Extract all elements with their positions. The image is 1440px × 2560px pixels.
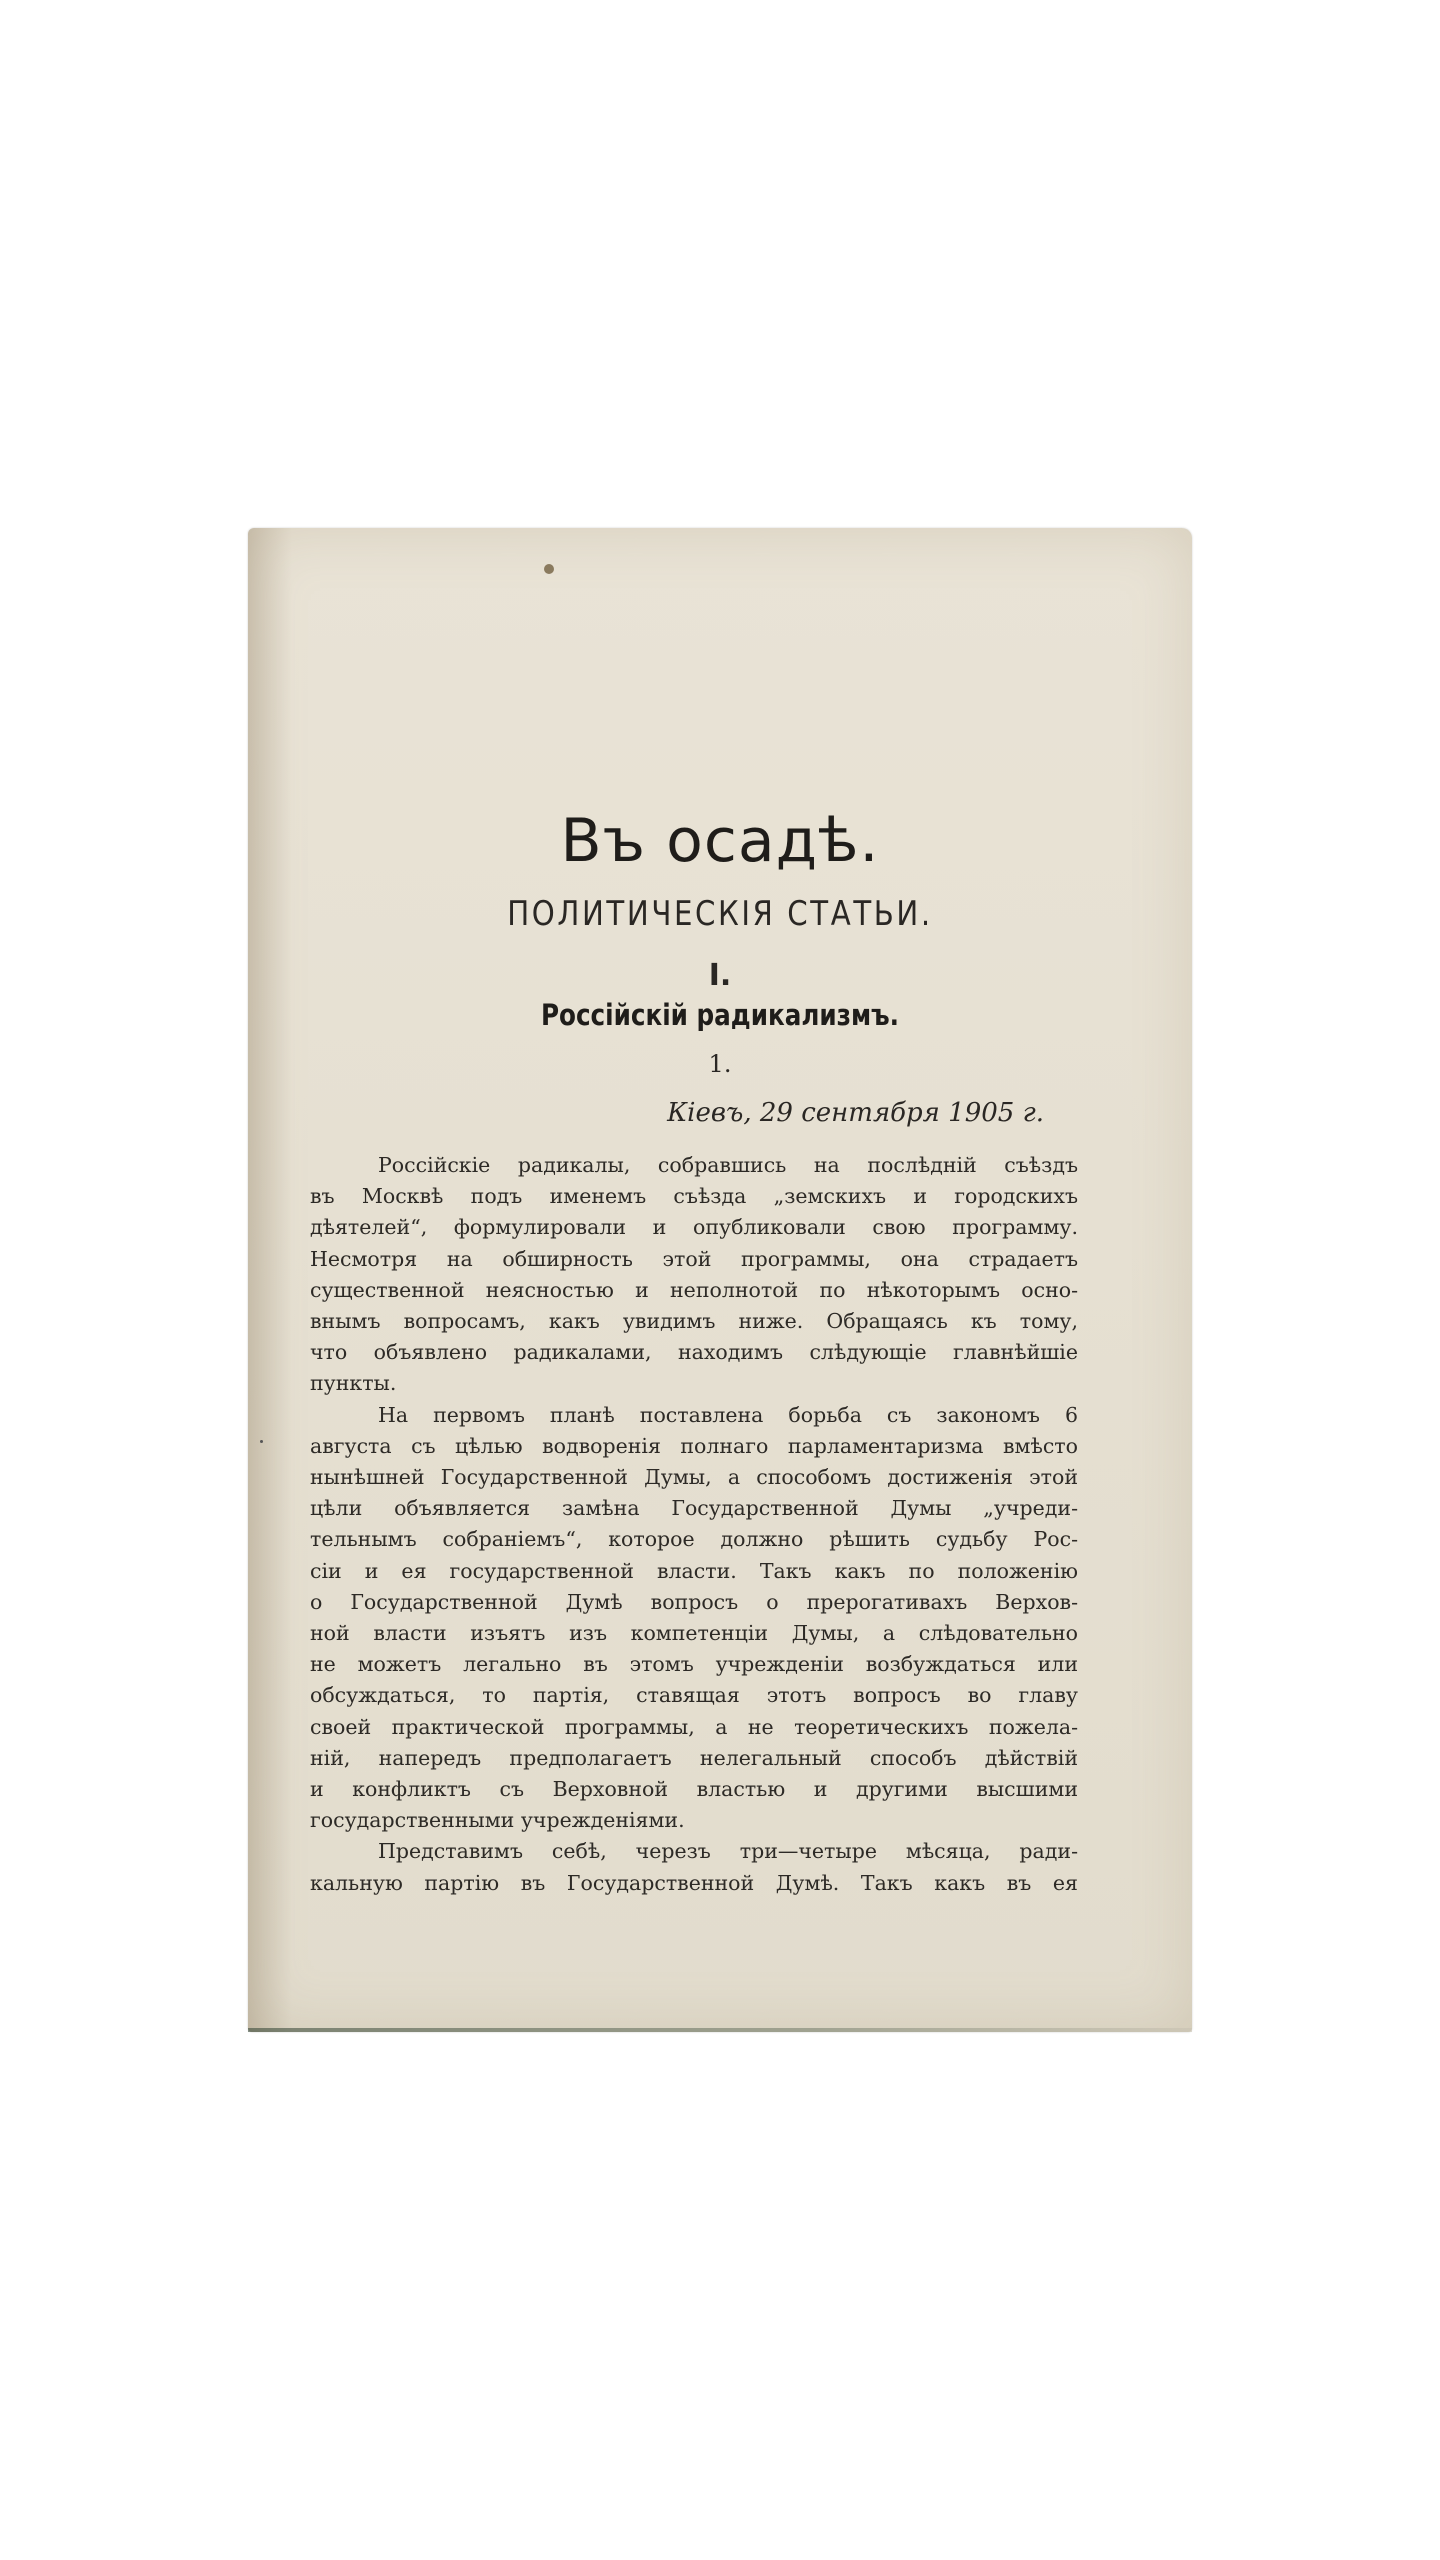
- text-line: тельнымъ собраніемъ“, которое должно рѣшить судьбу Рос-: [310, 1527, 1078, 1552]
- page-bottom-edge: [248, 2028, 1192, 2032]
- text-line: цѣли объявляется замѣна Государственной Думы „учреди-: [310, 1496, 1078, 1521]
- page-spine-shadow: [248, 528, 292, 2032]
- text-line: и конфликтъ съ Верховной властью и другими высшими: [310, 1777, 1078, 1802]
- text-line: ной власти изъятъ изъ компетенціи Думы, а слѣдовательно: [310, 1621, 1078, 1646]
- text-line: внымъ вопросамъ, какъ увидимъ ниже. Обращаясь къ тому,: [310, 1309, 1078, 1334]
- text-line: государственными учрежденіями.: [310, 1808, 685, 1833]
- document-subtitle: ПОЛИТИЧЕСКІЯ СТАТЬИ.: [507, 894, 933, 934]
- text-line: На первомъ планѣ поставлена борьба съ закономъ 6: [378, 1402, 1078, 1427]
- paragraph-3: [310, 1836, 1078, 1898]
- book-page: [248, 528, 1192, 2032]
- text-line: обсуждаться, то партія, ставящая этотъ вопросъ во главу: [310, 1683, 1078, 1708]
- text-line: въ Москвѣ подъ именемъ съѣзда „земскихъ и городскихъ: [310, 1184, 1078, 1209]
- text-line: о Государственной Думѣ вопросъ о прерогативахъ Верхов-: [310, 1589, 1078, 1614]
- text-line: Представимъ себѣ, черезъ три—четыре мѣсяца, ради-: [378, 1839, 1078, 1864]
- text-line: существенной неясностью и неполнотой по нѣкоторымъ осно-: [310, 1277, 1078, 1302]
- text-line: не можетъ легально въ этомъ учрежденіи возбуждаться или: [310, 1652, 1078, 1677]
- text-line: дѣятелей“, формулировали и опубликовали свою программу.: [310, 1215, 1078, 1240]
- body-text: [310, 1150, 1078, 1899]
- paragraph-2: [310, 1400, 1078, 1837]
- text-line: что объявлено радикалами, находимъ слѣдующіе главнѣйшіе: [310, 1340, 1078, 1365]
- text-line: Несмотря на обширность этой программы, она страдаетъ: [310, 1246, 1078, 1271]
- text-line: августа съ цѣлью водворенія полнаго парламентаризма вмѣсто: [310, 1433, 1078, 1458]
- dateline: Кіевъ, 29 сентября 1905 г.: [667, 1098, 1044, 1128]
- section-number: 1.: [708, 1050, 732, 1078]
- paragraph-1: [310, 1150, 1078, 1400]
- document-title: Въ осадѣ.: [560, 806, 880, 876]
- text-line: ній, напередъ предполагаетъ нелегальный способъ дѣйствій: [310, 1745, 1078, 1770]
- text-line: пункты.: [310, 1371, 397, 1396]
- text-line: нынѣшней Государственной Думы, а способомъ достиженія этой: [310, 1465, 1078, 1490]
- part-numeral: I.: [708, 958, 732, 993]
- text-line: сіи и ея государственной власти. Такъ какъ по положенію: [310, 1558, 1078, 1583]
- ink-speck: [260, 1440, 263, 1443]
- text-line: Россійскіе радикалы, собравшись на послѣдній съѣздъ: [378, 1153, 1078, 1177]
- text-line: своей практической программы, а не теоретическихъ пожела-: [310, 1714, 1078, 1739]
- paper-spot: [544, 564, 554, 574]
- text-line: кальную партію въ Государственной Думѣ. Такъ какъ въ ея: [310, 1870, 1078, 1895]
- section-title: Россійскій радикализмъ.: [540, 998, 900, 1032]
